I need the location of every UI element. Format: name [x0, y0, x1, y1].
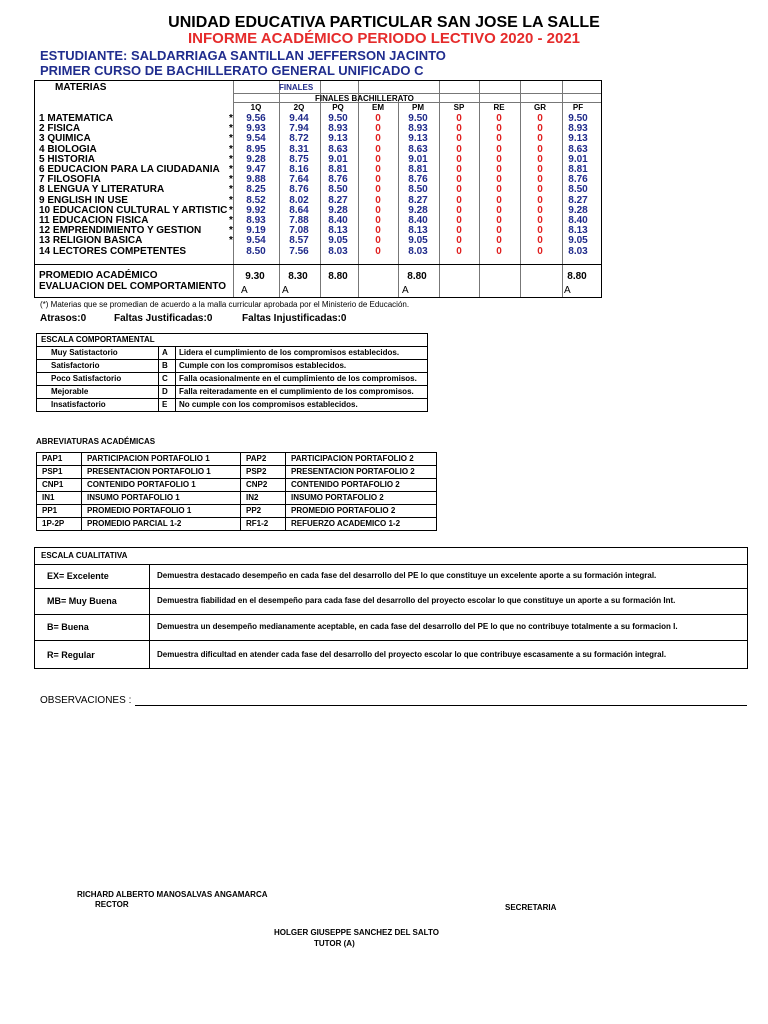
grade-cell: 9.05	[408, 235, 428, 247]
subject-name: 2 FISICA	[39, 123, 81, 135]
abbreviation-meaning: INSUMO PORTAFOLIO 1	[82, 492, 241, 505]
promedio-2q: 8.30	[288, 271, 308, 282]
grade-cell: 7.08	[289, 225, 309, 237]
grade-cell: 8.02	[289, 194, 309, 206]
qualitative-description: Demuestra fiabilidad en el desempeño para cada fase del desarrollo del proyecto escolar lo que constituye un aporte a su formación Int.	[157, 596, 676, 605]
grade-cell: 8.40	[408, 215, 428, 226]
grade-cell: 9.47	[246, 164, 266, 175]
subject-name: 14 LECTORES COMPETENTES	[39, 245, 187, 257]
abbreviation-meaning: CONTENIDO PORTAFOLIO 1	[82, 479, 241, 492]
grade-cell: 0	[375, 143, 381, 155]
abbreviation-row	[37, 453, 437, 466]
grades-table	[34, 80, 602, 298]
average-marker: *	[229, 143, 233, 155]
promedio-label: PROMEDIO ACADÉMICO	[39, 270, 158, 281]
report-title: INFORME ACADÉMICO PERIODO LECTIVO 2020 - 2021	[187, 30, 581, 47]
grade-cell: 8.76	[568, 174, 588, 186]
abbreviation-code: IN1	[37, 492, 82, 505]
promedio-pf: 8.80	[567, 271, 587, 282]
qualitative-label: R= Regular	[47, 650, 95, 660]
grade-cell: 9.44	[289, 113, 309, 124]
column-header-2q: 2Q	[293, 103, 305, 112]
qualitative-row	[35, 640, 747, 671]
grade-cell: 8.13	[568, 225, 588, 237]
average-marker: *	[229, 113, 233, 124]
observations-label: OBSERVACIONES :	[40, 695, 132, 706]
abbreviation-meaning: PROMEDIO PORTAFOLIO 1	[82, 505, 241, 518]
average-marker: *	[229, 174, 233, 186]
grade-cell: 0	[537, 225, 543, 237]
grade-cell: 8.50	[568, 184, 588, 196]
grade-cell: 9.56	[246, 113, 266, 124]
faltas-injustificadas: Faltas Injustificadas:0	[242, 313, 347, 324]
column-header-sp: SP	[453, 103, 465, 112]
abbreviation-row	[37, 492, 437, 505]
grade-cell: 8.13	[328, 225, 348, 237]
grade-cell: 0	[496, 204, 502, 216]
behavior-label: Mejorable	[37, 386, 159, 399]
grade-cell: 7.56	[289, 245, 309, 257]
grade-cell: 8.16	[289, 164, 309, 175]
grade-cell: 0	[375, 174, 381, 186]
abbreviation-meaning: PARTICIPACION PORTAFOLIO 1	[82, 453, 241, 466]
column-header-em: EM	[372, 103, 384, 112]
grade-cell: 9.54	[246, 235, 266, 247]
subject-name: 9 ENGLISH IN USE	[39, 194, 128, 206]
grade-cell: 0	[456, 164, 462, 175]
behavior-code: D	[159, 386, 176, 399]
finales-bachillerato-header: FINALES BACHILLERATO	[315, 94, 414, 103]
grade-cell: 0	[456, 235, 462, 247]
abbreviation-code: RF1-2	[241, 518, 286, 531]
abbreviation-code: PAP1	[37, 453, 82, 466]
grade-cell: 0	[456, 143, 462, 155]
grade-cell: 9.28	[328, 204, 348, 216]
grade-cell: 0	[375, 164, 381, 175]
grade-cell: 8.76	[289, 184, 309, 196]
behavior-desc: Cumple con los compromisos establecidos.	[176, 360, 428, 373]
abbreviation-code: PP1	[37, 505, 82, 518]
tutor-title: TUTOR (A)	[314, 939, 355, 948]
behavior-code: E	[159, 399, 176, 412]
subject-name: 1 MATEMATICA	[39, 113, 114, 124]
grade-cell: 8.95	[246, 143, 266, 155]
grade-cell: 0	[537, 235, 543, 247]
grade-cell: 8.93	[246, 215, 266, 226]
grade-cell: 8.93	[328, 123, 348, 135]
behavior-desc: Lidera el cumplimiento de los compromisos establecidos.	[176, 347, 428, 360]
grade-cell: 0	[456, 113, 462, 124]
subject-name: 3 QUIMICA	[39, 133, 91, 145]
grade-cell: 0	[537, 194, 543, 206]
abbreviation-code: 1P-2P	[37, 518, 82, 531]
grade-cell: 8.03	[328, 245, 348, 257]
grade-cell: 8.03	[408, 245, 428, 257]
grade-cell: 0	[456, 204, 462, 216]
column-header-pm: PM	[412, 103, 424, 112]
grade-cell: 0	[456, 153, 462, 165]
subject-name: 12 EMPRENDIMIENTO Y GESTION	[39, 225, 202, 237]
grade-cell: 8.76	[328, 174, 348, 186]
grade-cell: 0	[537, 123, 543, 135]
qualitative-label: EX= Excelente	[47, 571, 109, 581]
grade-cell: 8.63	[568, 143, 588, 155]
observations-line	[135, 705, 747, 706]
average-marker: *	[229, 153, 233, 165]
grade-cell: 8.31	[289, 143, 309, 155]
behavior-label: Insatisfactorio	[37, 399, 159, 412]
grade-cell: 9.28	[568, 204, 588, 216]
curriculum-note: (*) Materias que se promedian de acuerdo a la malla curricular aprobada por el Ministerio de Educación.	[40, 300, 410, 309]
grade-cell: 0	[456, 245, 462, 257]
grade-cell: 8.81	[408, 164, 428, 175]
subject-name: 8 LENGUA Y LITERATURA	[39, 184, 165, 196]
subject-name: 5 HISTORIA	[39, 153, 95, 165]
average-marker: *	[229, 235, 233, 247]
school-name: UNIDAD EDUCATIVA PARTICULAR SAN JOSE LA SALLE	[168, 14, 600, 31]
grade-cell: 7.94	[289, 123, 309, 135]
behavior-desc: Falla ocasionalmente en el cumplimiento de los compromisos.	[176, 373, 428, 386]
behavior-row	[37, 399, 428, 412]
subject-name: 13 RELIGION BASICA	[39, 235, 143, 247]
behavior-row	[37, 386, 428, 399]
grade-cell: 8.13	[408, 225, 428, 237]
grade-cell: 0	[456, 123, 462, 135]
grade-cell: 0	[496, 235, 502, 247]
student-name: ESTUDIANTE: SALDARRIAGA SANTILLAN JEFFERSON JACINTO	[40, 48, 446, 63]
grade-cell: 0	[496, 113, 502, 124]
grade-cell: 0	[496, 184, 502, 196]
column-header-re: RE	[493, 103, 505, 112]
grade-cell: 0	[496, 215, 502, 226]
course-name: PRIMER CURSO DE BACHILLERATO GENERAL UNIFICADO C	[40, 63, 424, 78]
grade-cell: 0	[496, 174, 502, 186]
qualitative-description: Demuestra un desempeño medianamente aceptable, en cada fase del desarrollo del PE lo que no contribuye totalmente a su formacion I.	[157, 622, 678, 631]
comportamiento-pf: A	[564, 285, 571, 296]
comportamiento-2q: A	[282, 285, 289, 296]
average-marker: *	[229, 164, 233, 175]
rector-name: RICHARD ALBERTO MANOSALVAS ANGAMARCA	[77, 890, 268, 899]
subject-name: 11 EDUCACION FISICA	[39, 215, 149, 226]
grade-cell: 7.88	[289, 215, 309, 226]
grade-cell: 0	[456, 194, 462, 206]
average-marker: *	[229, 225, 233, 237]
grade-cell: 9.28	[246, 153, 266, 165]
behavior-desc: No cumple con los compromisos establecidos.	[176, 399, 428, 412]
abbreviation-code: CNP2	[241, 479, 286, 492]
grade-cell: 9.88	[246, 174, 266, 186]
grade-cell: 9.50	[328, 113, 348, 124]
grade-cell: 8.25	[246, 184, 266, 196]
grade-cell: 0	[375, 215, 381, 226]
behavior-code: C	[159, 373, 176, 386]
grade-cell: 0	[375, 153, 381, 165]
average-marker: *	[229, 133, 233, 145]
abbreviation-meaning: PRESENTACION PORTAFOLIO 1	[82, 466, 241, 479]
grade-cell: 0	[537, 184, 543, 196]
grade-cell: 0	[375, 225, 381, 237]
average-marker: *	[229, 184, 233, 196]
average-marker: *	[229, 215, 233, 226]
grade-cell: 8.52	[246, 194, 266, 206]
subject-name: 7 FILOSOFIA	[39, 174, 101, 186]
behavior-row	[37, 347, 428, 360]
column-header-1q: 1Q	[250, 103, 262, 112]
grade-cell: 0	[456, 133, 462, 145]
grade-cell: 8.93	[408, 123, 428, 135]
grade-cell: 9.13	[328, 133, 348, 145]
qualitative-row	[35, 564, 747, 589]
abbreviation-meaning: PRESENTACION PORTAFOLIO 2	[286, 466, 437, 479]
behavior-code: A	[159, 347, 176, 360]
grade-cell: 8.40	[328, 215, 348, 226]
grade-cell: 8.81	[568, 164, 588, 175]
grade-cell: 9.50	[408, 113, 428, 124]
abbreviation-code: CNP1	[37, 479, 82, 492]
grade-cell: 9.01	[568, 153, 588, 165]
grade-cell: 9.13	[408, 133, 428, 145]
abbreviation-meaning: PARTICIPACION PORTAFOLIO 2	[286, 453, 437, 466]
grade-cell: 8.03	[568, 245, 588, 257]
grade-cell: 0	[456, 215, 462, 226]
grade-cell: 9.13	[568, 133, 588, 145]
grade-cell: 9.54	[246, 133, 266, 145]
grade-cell: 0	[537, 174, 543, 186]
grade-cell: 9.05	[568, 235, 588, 247]
qualitative-description: Demuestra destacado desempeño en cada fase del desarrollo del PE lo que constituye un excelente aporte a su formación integral.	[157, 571, 657, 580]
grade-cell: 8.57	[289, 235, 309, 247]
grade-cell: 8.76	[408, 174, 428, 186]
faltas-justificadas: Faltas Justificadas:0	[114, 313, 213, 324]
average-marker: *	[229, 123, 233, 135]
abbreviation-row	[37, 518, 437, 531]
grade-cell: 9.50	[568, 113, 588, 124]
grade-cell: 0	[496, 153, 502, 165]
grade-cell: 0	[375, 133, 381, 145]
behavior-scale-table	[36, 333, 428, 412]
grade-cell: 0	[537, 164, 543, 175]
atrasos: Atrasos:0	[40, 313, 87, 324]
grade-cell: 8.50	[408, 184, 428, 196]
grade-cell: 0	[496, 194, 502, 206]
materias-header: MATERIAS	[55, 82, 107, 93]
abbreviation-meaning: CONTENIDO PORTAFOLIO 2	[286, 479, 437, 492]
grade-cell: 8.40	[568, 215, 588, 226]
behavior-label: Satisfactorio	[37, 360, 159, 373]
grade-cell: 8.75	[289, 153, 309, 165]
behavior-row	[37, 360, 428, 373]
behavior-label: Poco Satisfactorio	[37, 373, 159, 386]
grade-cell: 8.27	[408, 194, 428, 206]
grade-cell: 0	[496, 225, 502, 237]
grade-cell: 8.50	[328, 184, 348, 196]
abbreviation-meaning: PROMEDIO PORTAFOLIO 2	[286, 505, 437, 518]
grade-cell: 9.19	[246, 225, 266, 237]
abbreviations-table	[36, 452, 437, 531]
abbreviations-title: ABREVIATURAS ACADÉMICAS	[36, 437, 156, 446]
subject-name: 6 EDUCACION PARA LA CIUDADANIA	[39, 164, 220, 175]
grade-cell: 9.28	[408, 204, 428, 216]
grade-cell: 9.92	[246, 204, 266, 216]
grade-cell: 0	[375, 235, 381, 247]
grade-cell: 0	[456, 184, 462, 196]
abbreviation-row	[37, 466, 437, 479]
grade-cell: 8.93	[568, 123, 588, 135]
abbreviation-meaning: PROMEDIO PARCIAL 1-2	[82, 518, 241, 531]
grade-cell: 0	[456, 225, 462, 237]
promedio-pm: 8.80	[407, 271, 427, 282]
grade-cell: 9.01	[408, 153, 428, 165]
grade-cell: 0	[496, 245, 502, 257]
subject-name: 4 BIOLOGIA	[39, 143, 97, 155]
grade-cell: 9.01	[328, 153, 348, 165]
abbreviation-row	[37, 505, 437, 518]
grade-cell: 0	[375, 194, 381, 206]
qualitative-description: Demuestra dificultad en atender cada fase del desarrollo del proyecto escolar lo que contribuye escasamente a su formación integral.	[157, 650, 667, 659]
comportamiento-1q: A	[241, 285, 248, 296]
promedio-pq: 8.80	[328, 271, 348, 282]
grade-cell: 9.93	[246, 123, 266, 135]
grade-cell: 0	[375, 113, 381, 124]
grade-cell: 8.63	[408, 143, 428, 155]
grade-cell: 8.27	[568, 194, 588, 206]
finales-header: FINALES	[279, 83, 314, 92]
grade-cell: 0	[537, 143, 543, 155]
grade-cell: 8.64	[289, 204, 309, 216]
grade-cell: 0	[537, 215, 543, 226]
subject-name: 10 EDUCACION CULTURAL Y ARTISTIC	[39, 204, 228, 216]
qualitative-label: MB= Muy Buena	[47, 596, 117, 606]
qualitative-scale	[34, 547, 748, 669]
abbreviation-code: PP2	[241, 505, 286, 518]
column-header-pq: PQ	[332, 103, 344, 112]
grade-cell: 9.05	[328, 235, 348, 247]
secretary-title: SECRETARIA	[505, 903, 557, 912]
grade-cell: 0	[537, 133, 543, 145]
grade-cell: 8.72	[289, 133, 309, 145]
average-marker: *	[229, 194, 233, 206]
grade-cell: 0	[375, 184, 381, 196]
grade-cell: 0	[496, 133, 502, 145]
qualitative-title: ESCALA CUALITATIVA	[41, 551, 128, 560]
comportamiento-label: EVALUACION DEL COMPORTAMIENTO	[39, 281, 227, 292]
rector-title: RECTOR	[95, 900, 129, 909]
grade-cell: 0	[537, 245, 543, 257]
grade-cell: 0	[375, 204, 381, 216]
abbreviation-meaning: REFUERZO ACADEMICO 1-2	[286, 518, 437, 531]
tutor-name: HOLGER GIUSEPPE SANCHEZ DEL SALTO	[274, 928, 439, 937]
abbreviation-row	[37, 479, 437, 492]
grade-cell: 8.63	[328, 143, 348, 155]
column-header-gr: GR	[534, 103, 546, 112]
abbreviation-code: PSP1	[37, 466, 82, 479]
behavior-label: Muy Satistactorio	[37, 347, 159, 360]
grade-cell: 0	[496, 143, 502, 155]
grade-cell: 0	[496, 164, 502, 175]
grade-cell: 0	[537, 204, 543, 216]
grade-cell: 0	[537, 113, 543, 124]
behavior-scale-title: ESCALA COMPORTAMENTAL	[41, 335, 155, 344]
average-marker: *	[229, 204, 233, 216]
abbreviation-code: IN2	[241, 492, 286, 505]
grade-cell: 0	[537, 153, 543, 165]
qualitative-row	[35, 588, 747, 615]
grade-cell: 0	[456, 174, 462, 186]
abbreviation-meaning: INSUMO PORTAFOLIO 2	[286, 492, 437, 505]
behavior-row	[37, 373, 428, 386]
behavior-code: B	[159, 360, 176, 373]
grade-cell: 7.64	[289, 174, 309, 186]
column-header-pf: PF	[572, 103, 584, 112]
grade-cell: 0	[496, 123, 502, 135]
abbreviation-code: PAP2	[241, 453, 286, 466]
qualitative-label: B= Buena	[47, 622, 89, 632]
behavior-desc: Falla reiteradamente en el cumplimiento de los compromisos.	[176, 386, 428, 399]
promedio-1q: 9.30	[245, 271, 265, 282]
abbreviation-code: PSP2	[241, 466, 286, 479]
grade-cell: 0	[375, 245, 381, 257]
grade-cell: 8.50	[246, 245, 266, 257]
grade-cell: 8.27	[328, 194, 348, 206]
grade-cell: 8.81	[328, 164, 348, 175]
qualitative-row	[35, 614, 747, 641]
grade-cell: 0	[375, 123, 381, 135]
comportamiento-pm: A	[402, 285, 409, 296]
